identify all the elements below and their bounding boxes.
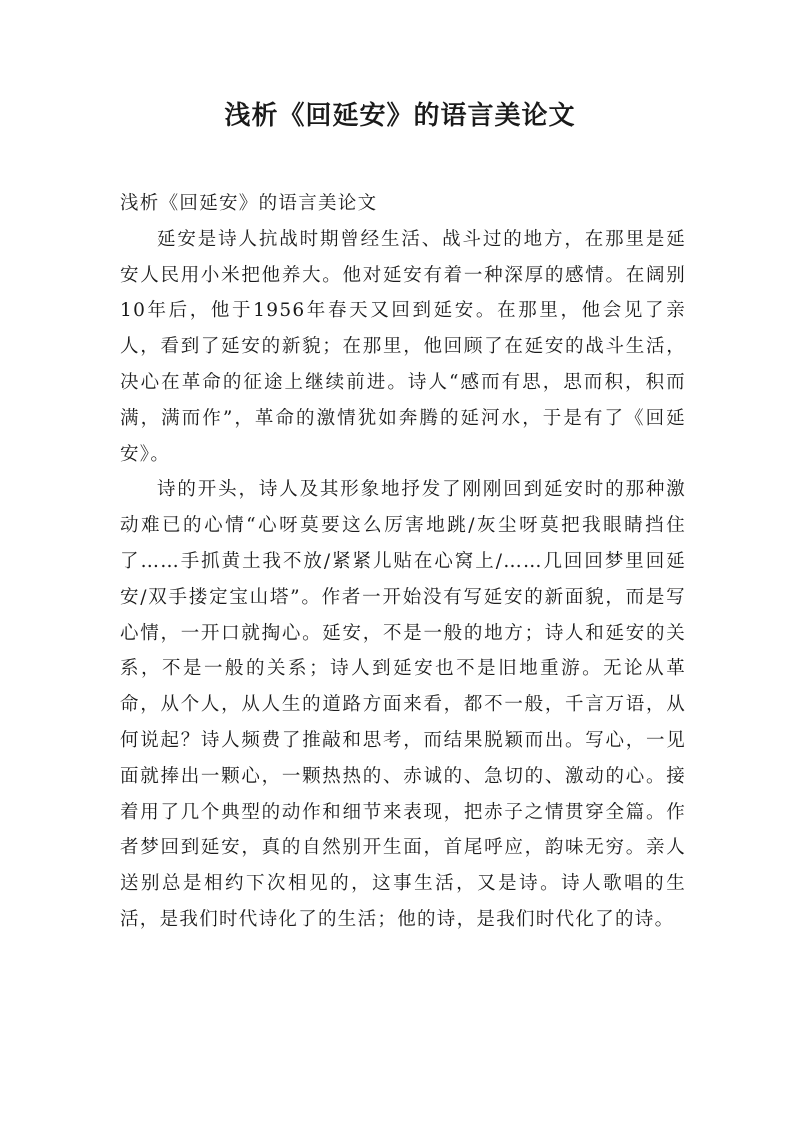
document-title: 浅析《回延安》的语言美论文 — [224, 101, 576, 131]
document-body — [120, 186, 686, 938]
document-subtitle: 浅析《回延安》的语言美论文 — [120, 193, 378, 214]
paragraph-2: 诗的开头，诗人及其形象地抒发了刚刚回到延安时的那种激动难已的心情“心呀莫要这么厉害地跳/灰尘呀莫把我眼睛挡住了……手抓黄土我不放/紧紧儿贴在心窝上/……几回回梦里回延安/双手搂定宝山塔”。作者一开始没有写延安的新面貌，而是写心情，一开口就掏心。延安，不是一般的地方；诗人和延安的关系，不是一般的关系；诗人到延安也不是旧地重游。无论从革命，从个人，从人生的道路方面来看，都不一般，千言万语，从何说起？诗人频费了推敲和思考，而结果脱颖而出。写心，一见面就捧出一颗心，一颗热热的、赤诚的、急切的、激动的心。接着用了几个典型的动作和细节来表现，把赤子之情贯穿全篇。作者梦回到延安，真的自然别开生面，首尾呼应，韵味无穷。亲人送别总是相约下次相见的，这事生活，又是诗。诗人歌唱的生活，是我们时代诗化了的生活；他的诗，是我们时代化了的诗。 — [120, 479, 686, 930]
paragraph-1: 延安是诗人抗战时期曾经生活、战斗过的地方，在那里是延安人民用小米把他养大。他对延安有着一种深厚的感情。在阔别10年后，他于1956年春天又回到延安。在那里，他会见了亲人，看到了延安的新貌；在那里，他回顾了在延安的战斗生活，决心在革命的征途上继续前进。诗人“感而有思，思而积，积而满，满而作”，革命的激情犹如奔腾的延河水，于是有了《回延安》。 — [120, 228, 686, 465]
